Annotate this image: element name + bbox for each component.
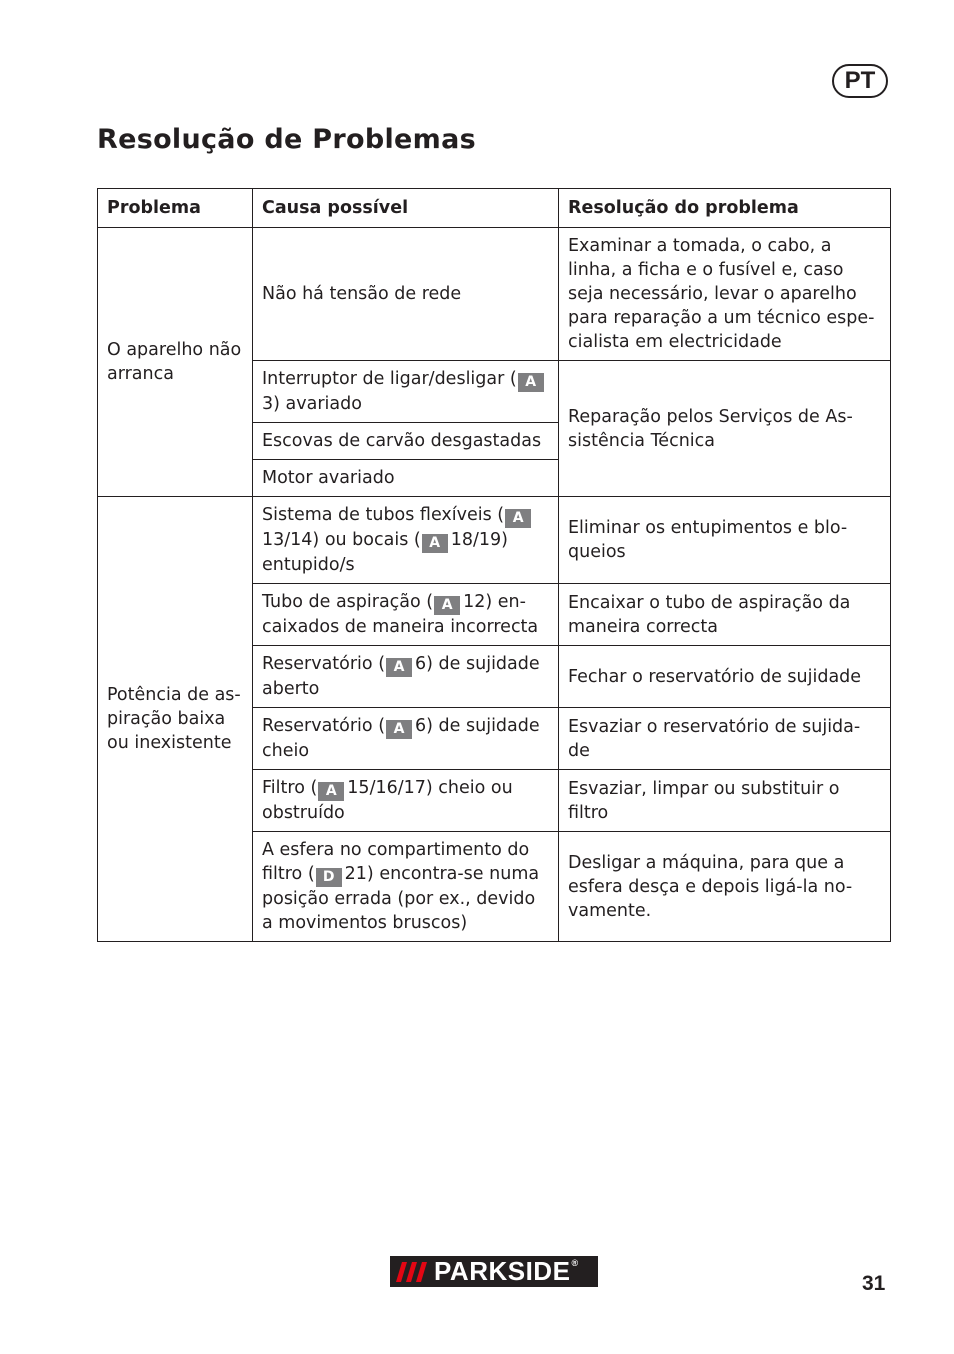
page-number: 31	[862, 1272, 886, 1295]
cause-cell	[253, 584, 559, 646]
page-title: Resolução de Problemas	[97, 124, 476, 155]
figure-a-badge: A	[518, 373, 544, 392]
cause-text: Interruptor de ligar/desligar (	[262, 369, 517, 389]
registered-mark: ®	[571, 1258, 579, 1268]
table-row	[98, 497, 891, 584]
cause-cell	[253, 361, 559, 423]
troubleshooting-table	[97, 188, 891, 942]
cause-text: 3) avariado	[262, 394, 362, 414]
cause-cell	[253, 832, 559, 942]
figure-a-badge: A	[422, 534, 448, 553]
cause-text: 18/19) entupido/s	[262, 530, 508, 575]
figure-d-badge: D	[316, 868, 342, 887]
figure-a-badge: A	[505, 509, 531, 528]
table-header-row	[98, 189, 891, 228]
cause-text: Tubo de aspiração (	[262, 592, 434, 612]
table-row	[98, 228, 891, 361]
parkside-logo	[390, 1256, 598, 1287]
figure-a-badge: A	[386, 720, 412, 739]
solution-cell: Desligar a máquina, para que a esfera desça e depois ligá-la no- vamente.	[559, 832, 891, 942]
language-tag: PT	[832, 64, 888, 98]
cause-cell: Não há tensão de rede	[253, 228, 559, 361]
cause-cell	[253, 646, 559, 708]
cause-text: 12) en- caixados de maneira incorrecta	[262, 592, 539, 637]
solution-cell: Esvaziar, limpar ou substituir o filtro	[559, 770, 891, 832]
solution-cell: Eliminar os entupimentos e blo- queios	[559, 497, 891, 584]
header-solution: Resolução do problema	[559, 189, 891, 228]
solution-cell: Esvaziar o reservatório de sujida- de	[559, 708, 891, 770]
header-problem: Problema	[98, 189, 253, 228]
solution-cell: Fechar o reservatório de sujidade	[559, 646, 891, 708]
cause-text: 6) de sujidade cheio	[262, 716, 540, 761]
logo-text: PARKSIDE	[434, 1256, 571, 1286]
cause-text: A esfera no compartimento do filtro (	[262, 840, 530, 884]
cause-text: Reservatório (	[262, 654, 386, 674]
figure-a-badge: A	[318, 782, 344, 801]
problem-cell: Potência de as- piração baixa ou inexistente	[98, 497, 253, 942]
figure-a-badge: A	[434, 596, 460, 615]
cause-cell: Motor avariado	[253, 460, 559, 497]
cause-text: Filtro (	[262, 778, 318, 798]
cause-cell	[253, 708, 559, 770]
problem-cell: O aparelho não arranca	[98, 228, 253, 497]
solution-cell: Examinar a tomada, o cabo, a linha, a ficha e o fusível e, caso seja necessário, levar o aparelho para reparação a um técnico espe- cialista em electricidade	[559, 228, 891, 361]
cause-text: Sistema de tubos flexíveis (	[262, 505, 505, 525]
cause-text: 21) encontra-se numa posição errada (por ex., devido a movimentos bruscos)	[262, 864, 540, 933]
cause-cell	[253, 497, 559, 584]
solution-cell: Reparação pelos Serviços de As- sistência Técnica	[559, 361, 891, 497]
cause-text: 6) de sujidade aberto	[262, 654, 540, 699]
cause-cell: Escovas de carvão desgastadas	[253, 423, 559, 460]
cause-text: 13/14) ou bocais (	[262, 530, 421, 550]
solution-cell: Encaixar o tubo de aspiração da maneira correcta	[559, 584, 891, 646]
cause-text: 15/16/17) cheio ou obstruído	[262, 778, 513, 823]
cause-cell	[253, 770, 559, 832]
header-cause: Causa possível	[253, 189, 559, 228]
figure-a-badge: A	[386, 658, 412, 677]
slash-stripes-icon	[396, 1262, 428, 1282]
cause-text: Reservatório (	[262, 716, 386, 736]
